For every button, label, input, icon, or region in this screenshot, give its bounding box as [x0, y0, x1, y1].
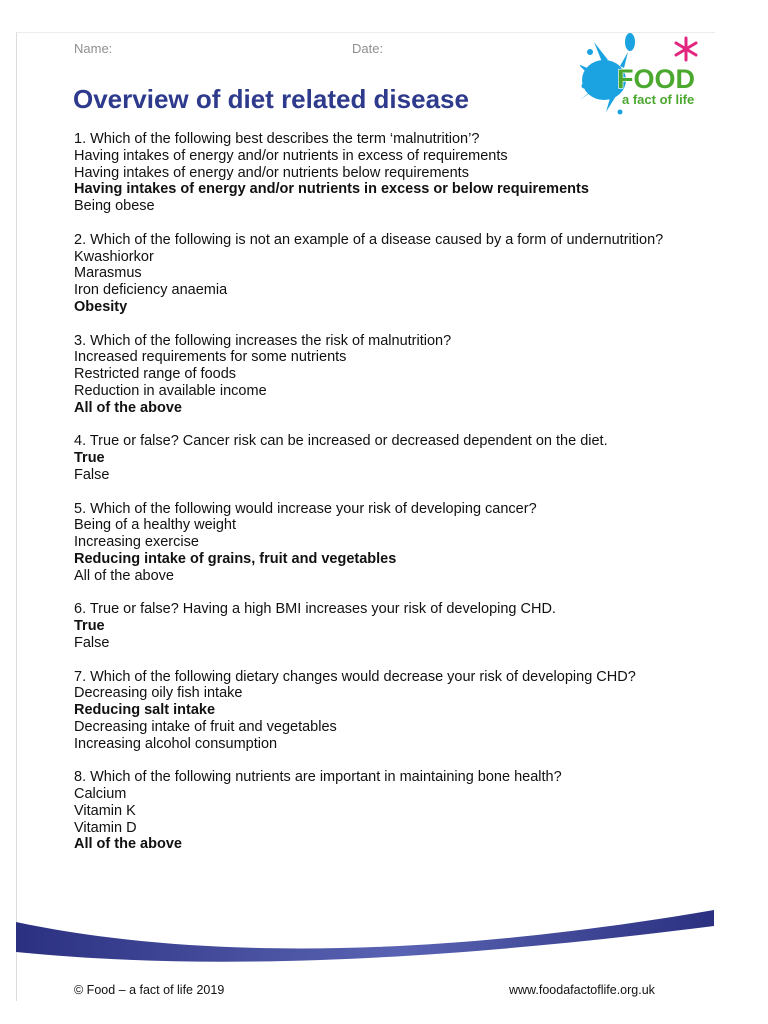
logo-word: FOOD — [617, 64, 695, 94]
answer-option: Restricted range of foods — [74, 366, 237, 383]
answer-option: Increasing alcohol consumption — [74, 735, 278, 752]
answer-option: Having intakes of energy and/or nutrients below requirements — [74, 164, 469, 181]
answer-option: Reduction in available income — [74, 382, 267, 399]
date-label: Date: — [352, 41, 384, 56]
page-title: Overview of diet related disease — [73, 84, 469, 114]
question-stem: 6. True or false? Having a high BMI increases your risk of developing CHD. — [74, 601, 556, 618]
question-block — [74, 333, 674, 417]
correct-answer-option: Reducing intake of grains, fruit and vegetables — [74, 550, 397, 567]
question-stem: 7. Which of the following dietary changes would decrease your risk of developing CHD? — [74, 668, 636, 685]
question-stem: 3. Which of the following increases the risk of malnutrition? — [74, 332, 452, 349]
decorative-swoosh — [16, 900, 714, 980]
answer-option: Having intakes of energy and/or nutrients in excess of requirements — [74, 147, 508, 164]
question-stem: 4. True or false? Cancer risk can be increased or decreased dependent on the diet. — [74, 433, 608, 450]
correct-answer-option: True — [74, 618, 105, 635]
correct-answer-option: Obesity — [74, 298, 128, 315]
name-label: Name: — [74, 41, 113, 56]
answer-option: Being obese — [74, 198, 155, 215]
correct-answer-option: All of the above — [74, 399, 182, 416]
correct-answer-option: Having intakes of energy and/or nutrients in excess or below requirements — [74, 181, 589, 198]
question-stem: 8. Which of the following nutrients are important in maintaining bone health? — [74, 769, 562, 786]
star-icon — [676, 38, 696, 60]
question-stem: 2. Which of the following is not an example of a disease caused by a form of undernutrition? — [74, 231, 664, 248]
correct-answer-option: All of the above — [74, 836, 182, 853]
question-block — [74, 601, 674, 651]
question-stem: 1. Which of the following best describes the term ‘malnutrition’? — [74, 131, 480, 147]
answer-option: Decreasing intake of fruit and vegetables — [74, 718, 337, 735]
question-block — [74, 433, 674, 483]
question-block — [74, 669, 674, 753]
question-block — [74, 232, 674, 316]
answer-option: False — [74, 466, 110, 483]
logo-tagline: a fact of life — [622, 92, 695, 107]
question-list — [74, 131, 674, 870]
question-block — [74, 769, 674, 853]
correct-answer-option: True — [74, 450, 105, 467]
footer-website-link[interactable]: www.foodafactoflife.org.uk — [509, 983, 655, 997]
answer-option: Increasing exercise — [74, 534, 199, 551]
answer-option: Being of a healthy weight — [74, 517, 237, 534]
question-stem: 5. Which of the following would increase your risk of developing cancer? — [74, 500, 537, 517]
answer-option: Calcium — [74, 786, 127, 803]
answer-option: False — [74, 634, 110, 651]
correct-answer-option: Reducing salt intake — [74, 702, 216, 719]
answer-option: Increased requirements for some nutrients — [74, 349, 347, 366]
question-block — [74, 131, 674, 215]
answer-option: Kwashiorkor — [74, 248, 154, 265]
footer-copyright: © Food – a fact of life 2019 — [74, 983, 225, 997]
answer-option: Vitamin D — [74, 819, 137, 836]
answer-option: Decreasing oily fish intake — [74, 685, 243, 702]
answer-option: Marasmus — [74, 265, 142, 282]
answer-option: Iron deficiency anaemia — [74, 282, 228, 299]
answer-option: All of the above — [74, 567, 174, 584]
answer-option: Vitamin K — [74, 802, 136, 819]
question-block — [74, 501, 674, 585]
food-a-fact-of-life-logo — [580, 30, 715, 122]
